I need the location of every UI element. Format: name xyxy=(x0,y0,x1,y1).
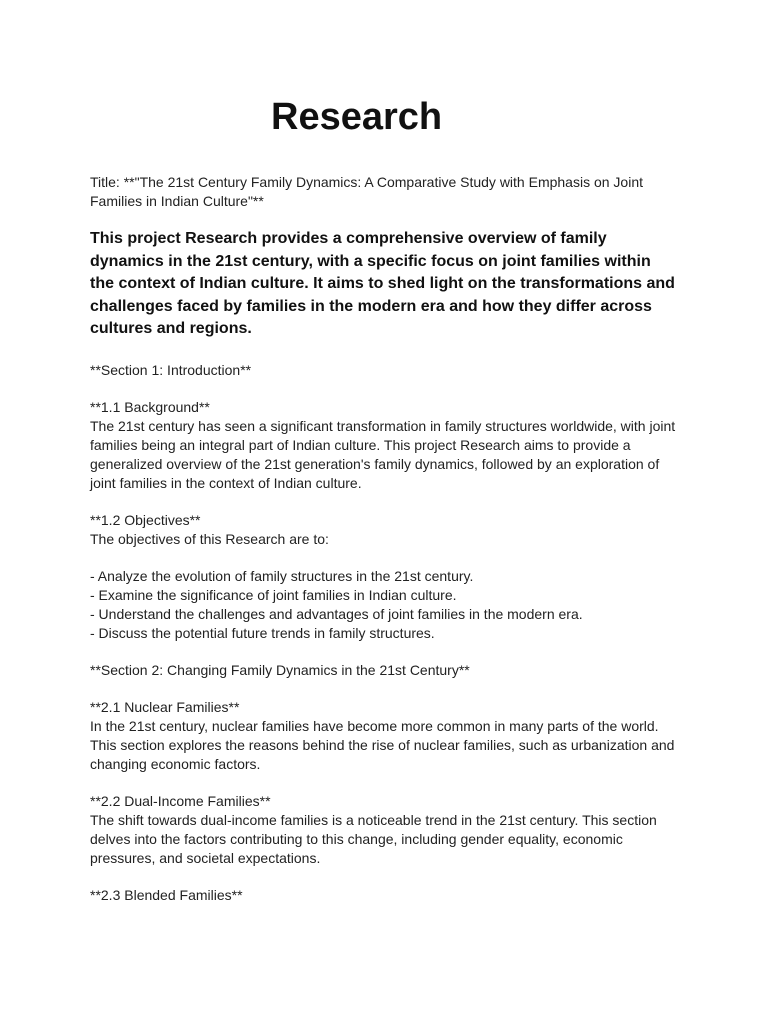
objectives-list xyxy=(90,567,678,643)
subsection-1-1-body: The 21st century has seen a significant transformation in family structures worldwide, with joint families being an integral part of Indian culture. This project Research aims to provide a generalized overview of the 21st generation's family dynamics, followed by an exploration of joint families in the context of Indian culture. xyxy=(90,417,676,491)
subsection-2-1-body: In the 21st century, nuclear families have become more common in many parts of the world. This section explores the reasons behind the rise of nuclear families, such as urbanization and changing economic factors. xyxy=(90,717,675,772)
subsection-1-2-body: The objectives of this Research are to: xyxy=(90,530,329,547)
subsection-1-1-heading: **1.1 Background** xyxy=(90,398,210,415)
document-heading: Research xyxy=(271,96,443,138)
subsection-1-2-heading: **1.2 Objectives** xyxy=(90,511,201,528)
research-title-line: Title: **"The 21st Century Family Dynamics: A Comparative Study with Emphasis on Joint Families in Indian Culture"** xyxy=(90,174,643,209)
section-1-heading: **Section 1: Introduction** xyxy=(90,361,252,378)
subsection-2-2-heading: **2.2 Dual-Income Families** xyxy=(90,792,271,809)
subsection-2-3-heading: **2.3 Blended Families** xyxy=(90,886,243,903)
list-item: - Analyze the evolution of family structures in the 21st century. xyxy=(90,567,474,584)
list-item: - Examine the significance of joint families in Indian culture. xyxy=(90,586,457,603)
list-item: - Discuss the potential future trends in family structures. xyxy=(90,624,435,641)
subsection-2-1-heading: **2.1 Nuclear Families** xyxy=(90,698,240,715)
section-2-heading: **Section 2: Changing Family Dynamics in the 21st Century** xyxy=(90,661,470,678)
abstract-paragraph: This project Research provides a comprehensive overview of family dynamics in the 21st century, with a specific focus on joint families within the context of Indian culture. It aims to shed light on the transformations and challenges faced by families in the modern era and how they differ across cultures and regions. xyxy=(90,230,675,337)
subsection-2-2-body: The shift towards dual-income families is a noticeable trend in the 21st century. This section delves into the factors contributing to this change, including gender equality, economic pressures, and societal expectations. xyxy=(90,811,657,866)
list-item: - Understand the challenges and advantages of joint families in the modern era. xyxy=(90,605,583,622)
